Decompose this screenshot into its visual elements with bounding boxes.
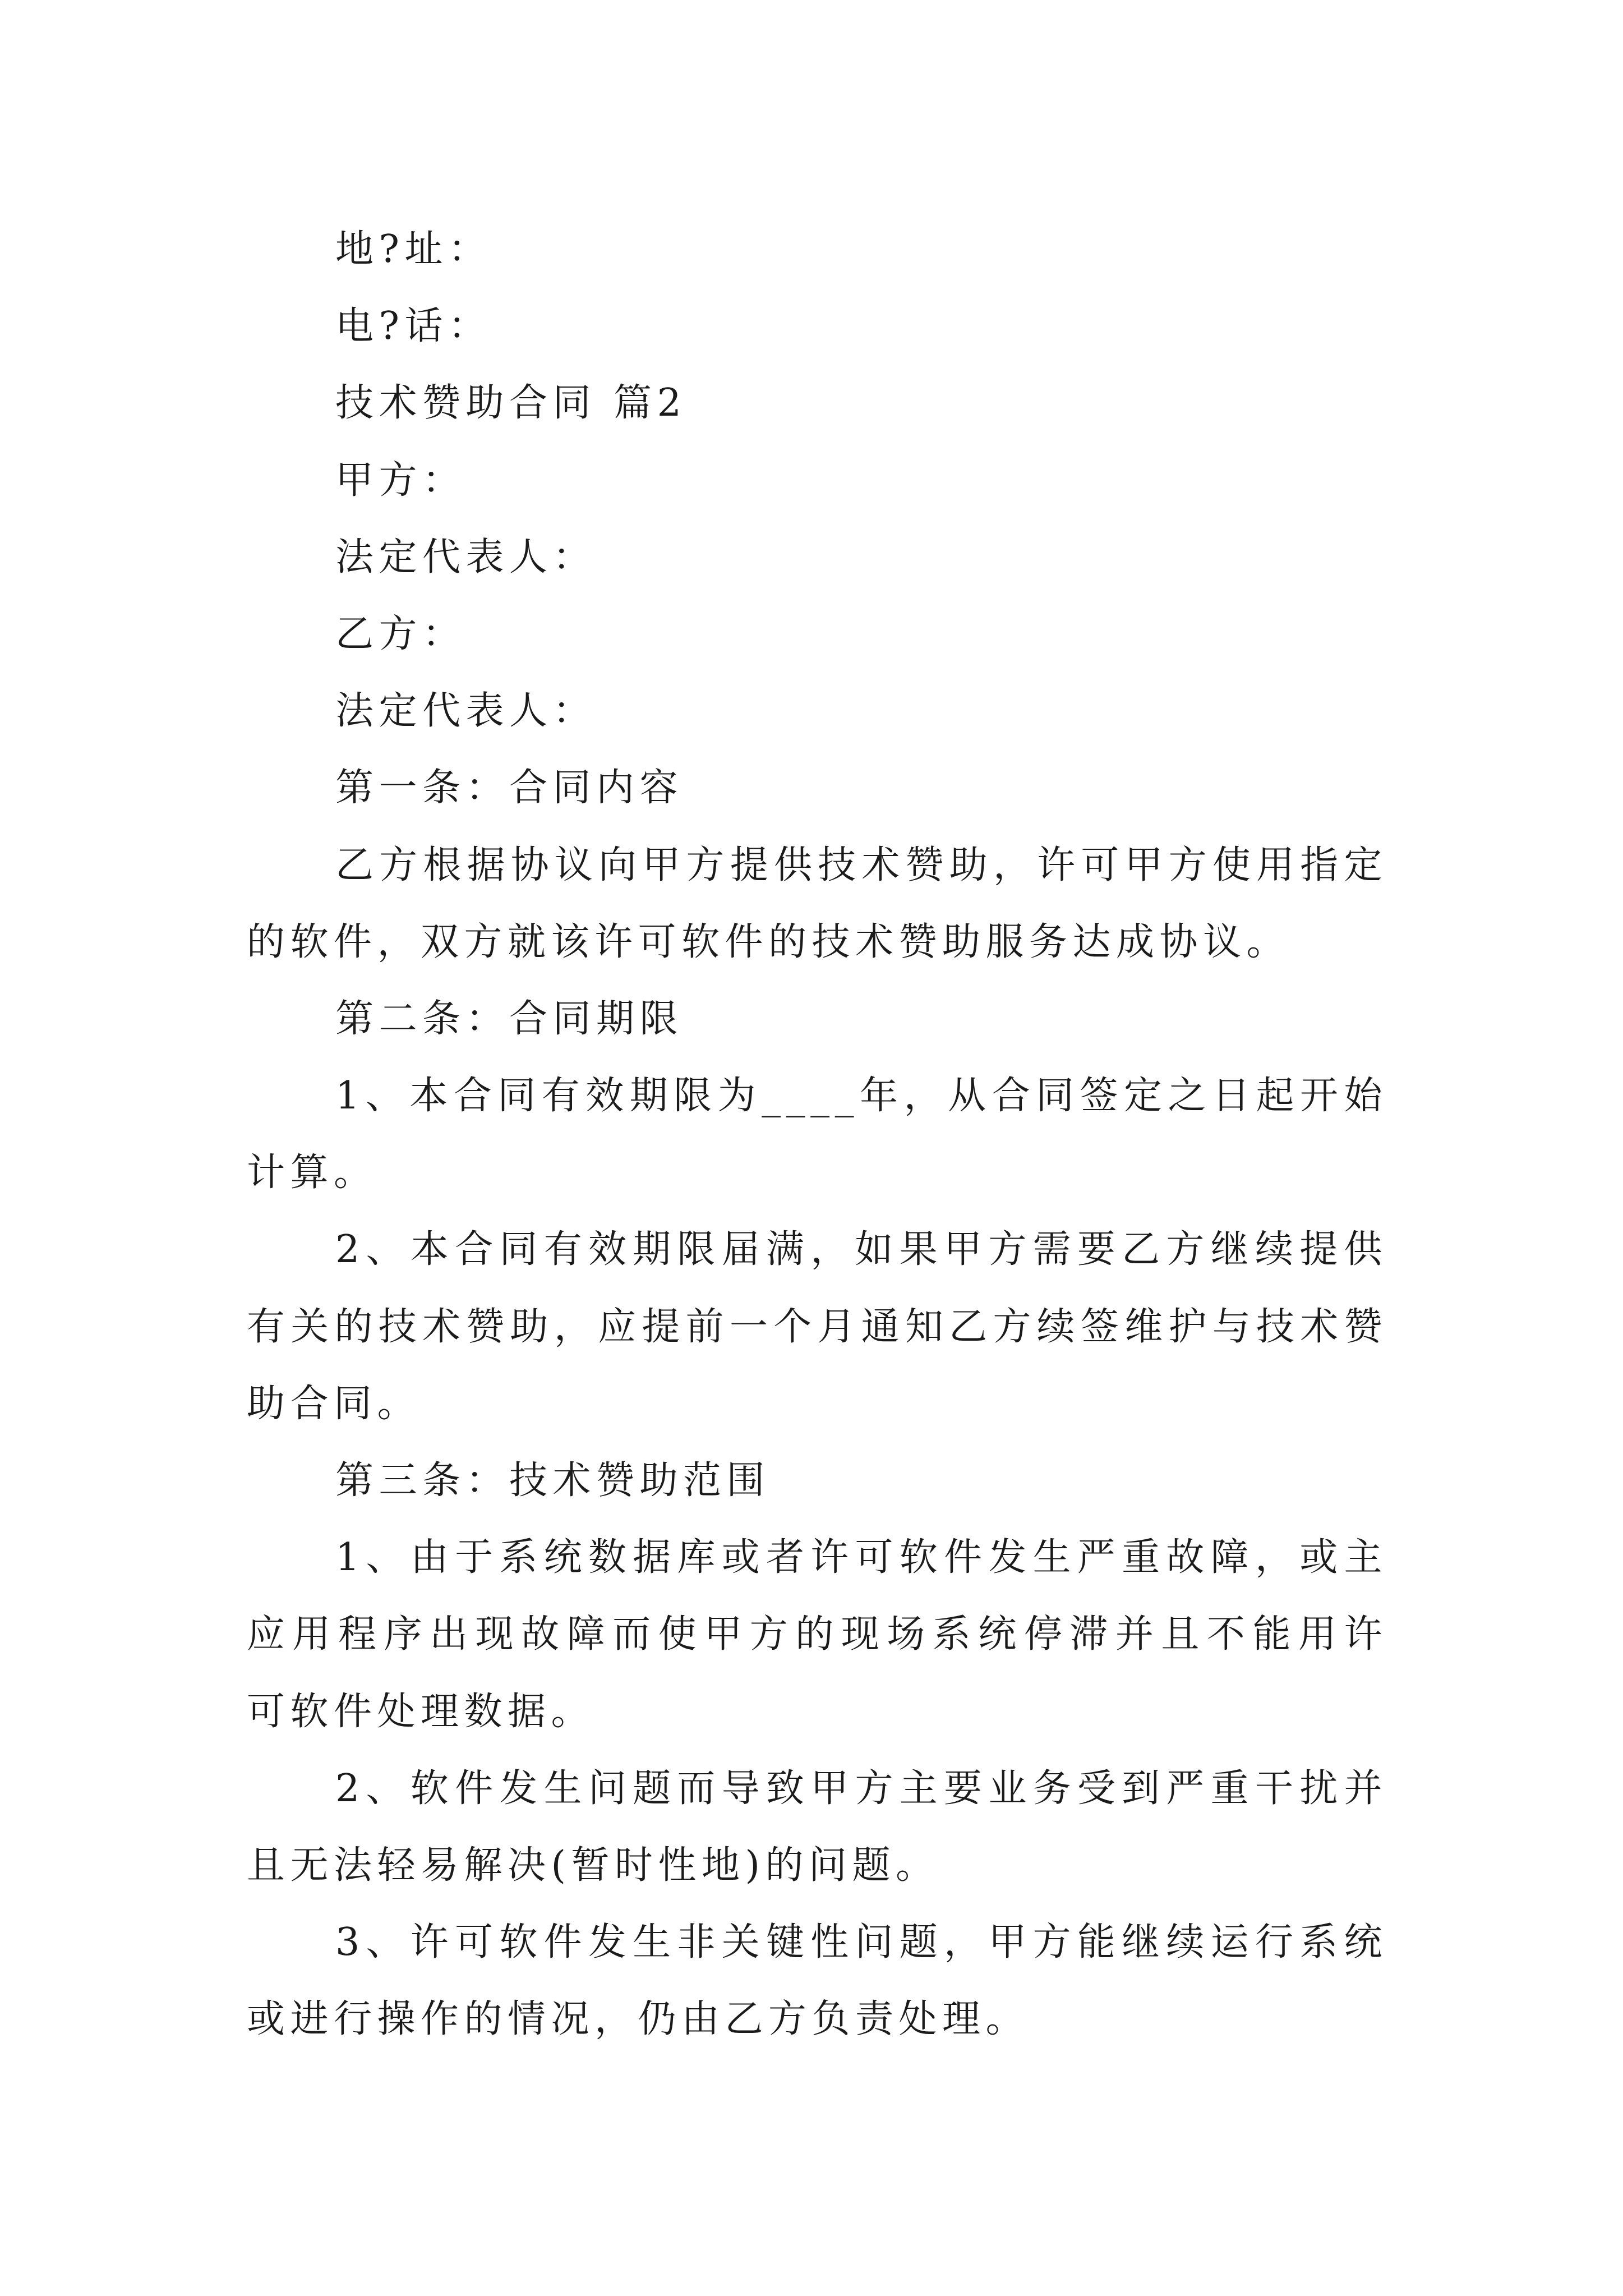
article-paragraph (247, 1750, 1387, 1904)
paragraph-line: 且无法轻易解决(暂时性地)的问题。 (247, 1843, 939, 1888)
party-b-label: 乙方： (335, 611, 466, 656)
paragraph-line: 助合同。 (247, 1381, 421, 1426)
contract-heading: 技术赞助合同 篇2 (335, 381, 687, 426)
paragraph-line: 计算。 (247, 1151, 377, 1195)
paragraph-line: 1、本合同有效期限为____年，从合同签定之日起开始 (335, 1074, 1387, 1119)
article-title: 第一条：合同内容 (335, 766, 684, 811)
paragraph-line: 1、由于系统数据库或者许可软件发生严重故障，或主 (335, 1535, 1387, 1580)
article-paragraph (247, 1057, 1387, 1211)
article-paragraph (247, 1904, 1387, 2058)
article-paragraph (247, 827, 1387, 981)
document-body (247, 211, 1387, 2058)
phone-label: 电?话： (335, 304, 492, 349)
paragraph-line: 3、许可软件发生非关键性问题，甲方能继续运行系统 (335, 1920, 1387, 1965)
party-a-representative-label: 法定代表人： (335, 535, 597, 579)
address-label: 地?址： (335, 227, 492, 272)
article-2 (247, 981, 1387, 1442)
article-title: 第三条：技术赞助范围 (335, 1458, 771, 1503)
article-3 (247, 1442, 1387, 2058)
paragraph-line: 2、软件发生问题而导致甲方主要业务受到严重干扰并 (335, 1766, 1387, 1811)
article-1 (247, 749, 1387, 981)
paragraph-line: 有关的技术赞助，应提前一个月通知乙方续签维护与技术赞 (247, 1304, 1387, 1349)
paragraph-line: 或进行操作的情况，仍由乙方负责处理。 (247, 1997, 1030, 2042)
paragraph-line: 乙方根据协议向甲方提供技术赞助，许可甲方使用指定 (335, 843, 1387, 887)
party-a-label: 甲方： (335, 458, 466, 503)
party-b-representative-label: 法定代表人： (335, 689, 597, 734)
article-title: 第二条：合同期限 (335, 996, 684, 1041)
paragraph-line: 应用程序出现故障而使甲方的现场系统停滞并且不能用许 (247, 1612, 1387, 1657)
paragraph-line: 可软件处理数据。 (247, 1689, 595, 1734)
article-paragraph (247, 1519, 1387, 1750)
paragraph-line: 的软件，双方就该许可软件的技术赞助服务达成协议。 (247, 919, 1290, 964)
paragraph-line: 2、本合同有效期限届满，如果甲方需要乙方继续提供 (335, 1227, 1387, 1272)
article-paragraph (247, 1211, 1387, 1442)
